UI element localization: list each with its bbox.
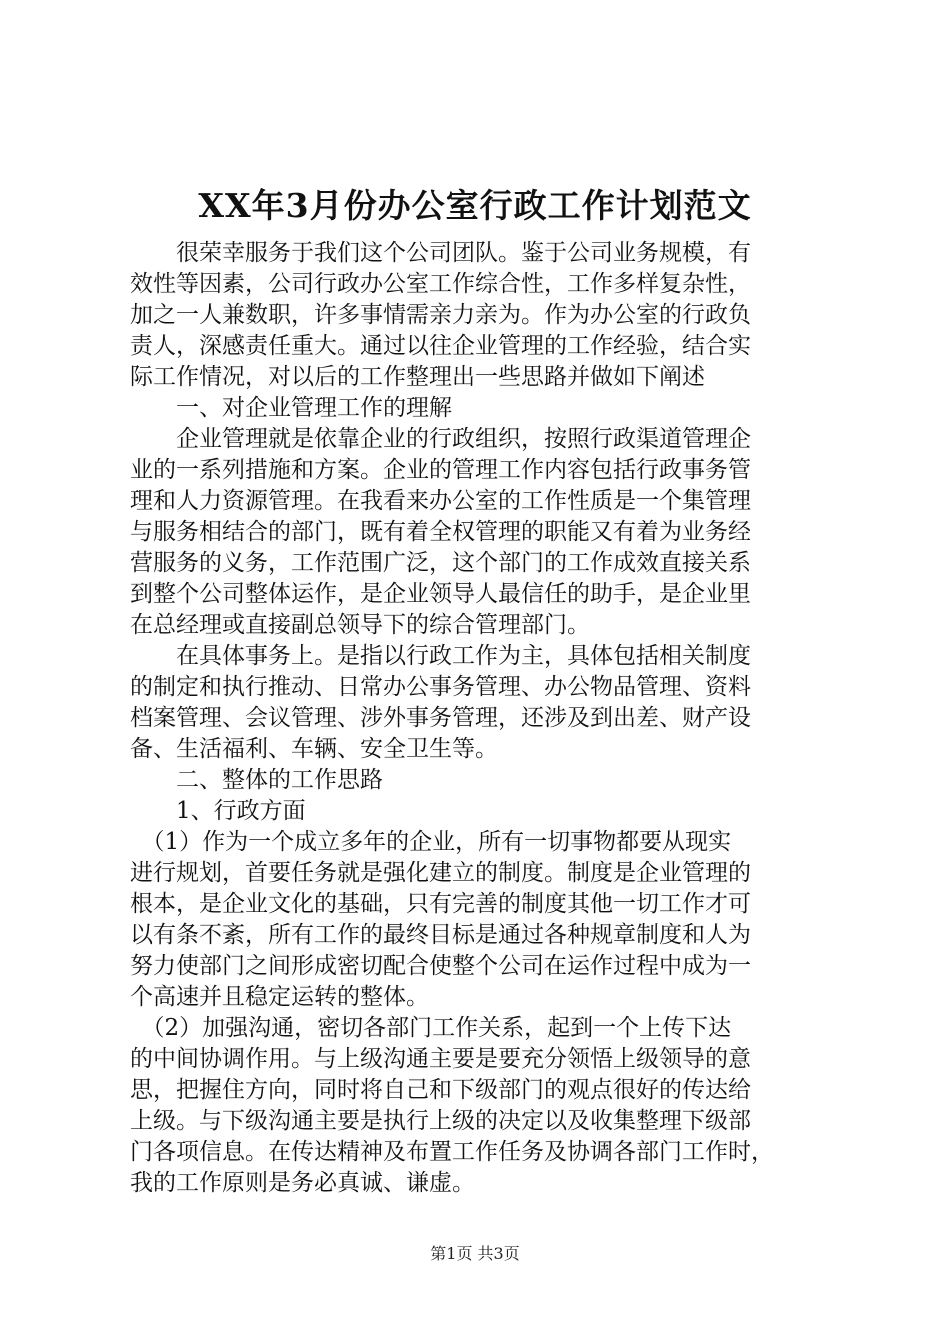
body-line: 进行规划，首要任务就是强化建立的制度。制度是企业管理的	[130, 860, 751, 886]
body-line: 备、生活福利、车辆、安全卫生等。	[130, 736, 498, 762]
subsection-heading: 1、行政方面	[130, 798, 306, 824]
body-line: 企业管理就是依靠企业的行政组织，按照行政渠道管理企	[130, 426, 751, 452]
section-heading: 二、整体的工作思路	[130, 767, 383, 793]
body-line: 业的一系列措施和方案。企业的管理工作内容包括行政事务管	[130, 457, 751, 483]
document-body	[130, 238, 830, 1199]
body-line: 根本，是企业文化的基础，只有完善的制度其他一切工作才可	[130, 891, 751, 917]
body-line: 与服务相结合的部门，既有着全权管理的职能又有着为业务经	[130, 519, 751, 545]
body-line: 我的工作原则是务必真诚、谦虚。	[130, 1170, 475, 1196]
section-heading: 一、对企业管理工作的理解	[130, 395, 452, 421]
body-line: 到整个公司整体运作，是企业领导人最信任的助手，是企业里	[130, 581, 751, 607]
body-line: （2）加强沟通，密切各部门工作关系，起到一个上传下达	[130, 1015, 732, 1041]
body-line: 责人，深感责任重大。通过以往企业管理的工作经验，结合实	[130, 333, 751, 359]
body-line: 思，把握住方向，同时将自己和下级部门的观点很好的传达给	[130, 1077, 751, 1103]
body-line: 上级。与下级沟通主要是执行上级的决定以及收集整理下级部	[130, 1108, 751, 1134]
body-line: 加之一人兼数职，许多事情需亲力亲为。作为办公室的行政负	[130, 302, 751, 328]
body-line: 很荣幸服务于我们这个公司团队。鉴于公司业务规模，有	[130, 240, 751, 266]
document-title: XX年3月份办公室行政工作计划范文	[198, 186, 752, 225]
page-footer: 第1页 共3页	[430, 1244, 520, 1263]
body-line: 以有条不紊，所有工作的最终目标是通过各种规章制度和人为	[130, 922, 751, 948]
body-line: 的制定和执行推动、日常办公事务管理、办公物品管理、资料	[130, 674, 751, 700]
body-line: （1）作为一个成立多年的企业，所有一切事物都要从现实	[130, 829, 732, 855]
body-line: 理和人力资源管理。在我看来办公室的工作性质是一个集管理	[130, 488, 751, 514]
body-line: 个高速并且稳定运转的整体。	[130, 984, 429, 1010]
body-line: 在具体事务上。是指以行政工作为主，具体包括相关制度	[130, 643, 751, 669]
body-line: 营服务的义务，工作范围广泛，这个部门的工作成效直接关系	[130, 550, 751, 576]
body-line: 际工作情况，对以后的工作整理出一些思路并做如下阐述	[130, 364, 705, 390]
body-line: 努力使部门之间形成密切配合使整个公司在运作过程中成为一	[130, 953, 751, 979]
body-line: 档案管理、会议管理、涉外事务管理，还涉及到出差、财产设	[130, 705, 751, 731]
body-line: 的中间协调作用。与上级沟通主要是要充分领悟上级领导的意	[130, 1046, 751, 1072]
body-line: 效性等因素，公司行政办公室工作综合性，工作多样复杂性，	[130, 271, 751, 297]
body-line: 门各项信息。在传达精神及布置工作任务及协调各部门工作时，	[130, 1139, 774, 1165]
body-line: 在总经理或直接副总领导下的综合管理部门。	[130, 612, 590, 638]
